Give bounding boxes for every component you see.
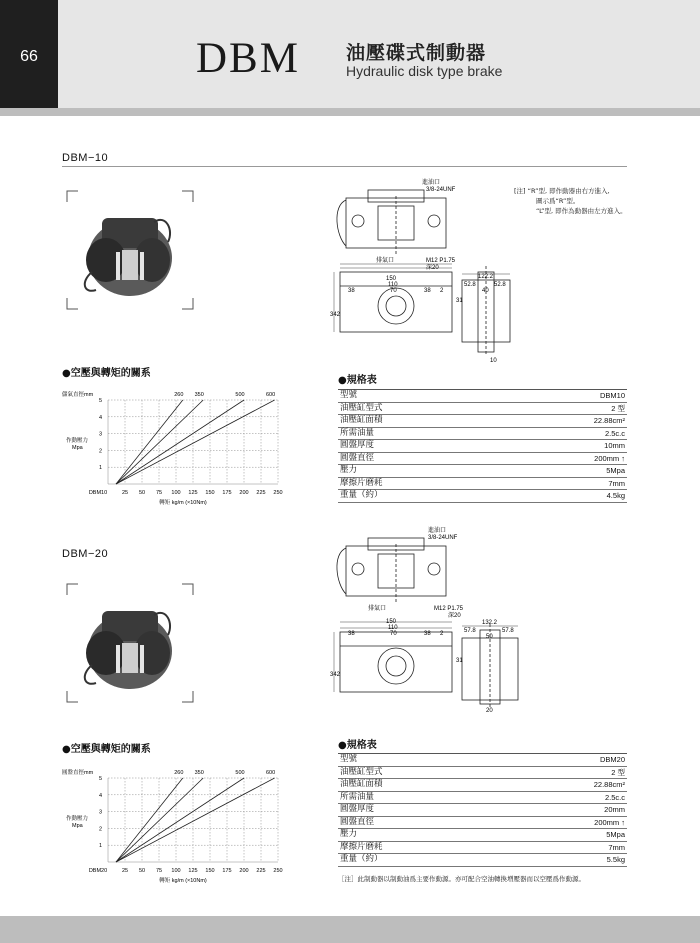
- disc-size-label: 350: [194, 392, 204, 398]
- dim-right-half: 52.8: [494, 282, 506, 288]
- disc-curve: [116, 400, 244, 484]
- x-tick-label: 75: [155, 490, 163, 496]
- dim-342: 342: [330, 312, 341, 318]
- pressure-torque-chart: [62, 760, 302, 894]
- disc-size-label: 500: [235, 392, 245, 398]
- spec-label: 圓盤直徑: [338, 452, 502, 465]
- spec-value: 4.5kg: [502, 490, 627, 503]
- spec-table: [338, 753, 627, 867]
- spec-label: 壓力: [338, 829, 502, 842]
- y-side-unit: Mpa: [72, 823, 83, 829]
- spec-label: 型號: [338, 390, 502, 403]
- spec-row: [338, 402, 627, 415]
- y-tick-label: 2: [98, 826, 102, 833]
- section-model-title: DBM−10: [62, 152, 109, 164]
- thread-label: 3/8-24UNF: [426, 187, 456, 193]
- spec-label: 型號: [338, 754, 502, 767]
- x-tick-label: 125: [188, 868, 198, 874]
- x-tick-label: 200: [239, 868, 249, 874]
- spec-value: 7mm: [502, 841, 627, 854]
- spec-row: [338, 490, 627, 503]
- spec-row: [338, 854, 627, 867]
- y-tick-label: 3: [98, 809, 102, 816]
- x-tick-label: 150: [205, 868, 215, 874]
- spec-row: [338, 804, 627, 817]
- spec-row: [338, 452, 627, 465]
- curve-section-title: ●空壓與轉矩的關系: [62, 368, 151, 379]
- spec-value: 200mm ↑: [502, 816, 627, 829]
- dim-31: 31: [456, 658, 463, 664]
- x-tick-label: 75: [155, 868, 163, 874]
- spec-label: 摩擦片磨耗: [338, 477, 502, 490]
- x-first-label: DBM20: [88, 868, 108, 874]
- spec-label: 重量（約）: [338, 490, 502, 503]
- disc-size-label: 350: [194, 770, 204, 776]
- spec-value: 10mm: [502, 440, 627, 453]
- disc-curve: [116, 778, 203, 862]
- y-tick-label: 5: [98, 398, 102, 404]
- disc-curve: [116, 778, 275, 862]
- spec-label: 圓盤厚度: [338, 440, 502, 453]
- title-english: Hydraulic disk type brake: [346, 63, 503, 79]
- dim-342: 342: [330, 672, 341, 678]
- spec-row: [338, 390, 627, 403]
- curve-section-title: ●空壓與轉矩的關系: [62, 744, 151, 755]
- disc-size-label: 600: [266, 770, 276, 776]
- dim-2: 2: [440, 288, 444, 294]
- spec-row: [338, 841, 627, 854]
- y-tick-label: 5: [98, 776, 102, 782]
- y-tick-label: 4: [98, 792, 102, 799]
- spec-value: 200mm ↑: [502, 452, 627, 465]
- spec-row: [338, 477, 627, 490]
- spec-label: 所需油量: [338, 427, 502, 440]
- dim-150: 150: [386, 619, 397, 625]
- x-tick-label: 100: [171, 490, 181, 496]
- dim-150: 150: [386, 276, 397, 282]
- x-tick-label: 225: [256, 490, 266, 496]
- y-tick-label: 1: [98, 843, 102, 850]
- x-tick-label: 250: [273, 490, 283, 496]
- spec-value: DBM10: [502, 390, 627, 403]
- brand-title: DBM: [196, 35, 300, 82]
- dim-width: 132.2: [482, 620, 498, 626]
- dim-31: 31: [456, 298, 463, 304]
- spec-label: 圓盤厚度: [338, 804, 502, 817]
- spec-row: [338, 415, 627, 428]
- spec-value: 5Mpa: [502, 465, 627, 478]
- y-side-label: 作動壓力: [66, 438, 89, 444]
- spec-row: [338, 465, 627, 478]
- dim-110: 110: [388, 625, 398, 631]
- product-photo: [66, 583, 194, 703]
- spec-value: 5.5kg: [502, 854, 627, 867]
- spec-value: 7mm: [502, 477, 627, 490]
- spec-row: [338, 440, 627, 453]
- spec-section-title: ●規格表: [338, 740, 377, 751]
- x-tick-label: 125: [188, 490, 198, 496]
- disc-curve: [116, 400, 275, 484]
- footer-note: ［注］此制動器以制動油爲主要作動源。亦可配合空油轉換増壓器而以空壓爲作動源。: [338, 875, 585, 883]
- x-tick-label: 225: [256, 868, 266, 874]
- x-first-label: DBM10: [88, 490, 108, 496]
- dim-2: 2: [440, 631, 444, 637]
- dim-core: 50: [486, 634, 493, 640]
- vent-label: 排氣口: [376, 258, 395, 264]
- dim-thickness: 10: [490, 358, 497, 364]
- spec-label: 圓盤直徑: [338, 816, 502, 829]
- disc-size-label: 500: [235, 770, 245, 776]
- y-tick-label: 2: [98, 448, 102, 455]
- y-axis-label: 儲氣直徑mm: [62, 392, 94, 398]
- spec-row: [338, 829, 627, 842]
- dim-38-left: 38: [348, 288, 355, 294]
- thread-label: 3/8-24UNF: [428, 535, 458, 541]
- vent-label: 排氣口: [368, 606, 387, 612]
- spec-row: [338, 754, 627, 767]
- x-tick-label: 50: [138, 868, 146, 874]
- y-tick-label: 1: [98, 465, 102, 472]
- product-photo: [66, 190, 194, 310]
- y-tick-label: 4: [98, 414, 102, 421]
- x-tick-label: 25: [121, 490, 129, 496]
- section-model-title: DBM−20: [62, 548, 109, 560]
- spec-row: [338, 816, 627, 829]
- spec-row: [338, 427, 627, 440]
- spec-value: 2 型: [502, 402, 627, 415]
- x-axis-label: 轉矩 kg/m (×10Nm): [159, 500, 207, 506]
- technical-drawing: [328, 524, 528, 714]
- x-tick-label: 50: [138, 490, 146, 496]
- bolt-label: M12 P1.75: [426, 258, 456, 264]
- disc-curve: [116, 778, 244, 862]
- spec-section-title: ●規格表: [338, 375, 377, 386]
- disc-size-label: 600: [266, 392, 276, 398]
- footer-band: [0, 916, 700, 943]
- spec-row: [338, 791, 627, 804]
- x-tick-label: 200: [239, 490, 249, 496]
- spec-value: 22.88cm²: [502, 779, 627, 792]
- dim-width: 122.2: [478, 274, 494, 280]
- spec-value: 20mm: [502, 804, 627, 817]
- spec-table: [338, 389, 627, 503]
- spec-label: 油壓缸面積: [338, 779, 502, 792]
- dim-left-half: 57.8: [464, 628, 476, 634]
- y-tick-label: 3: [98, 431, 102, 438]
- spec-label: 重量（約）: [338, 854, 502, 867]
- disc-curve: [116, 400, 203, 484]
- x-tick-label: 250: [273, 868, 283, 874]
- x-tick-label: 150: [205, 490, 215, 496]
- dim-38-left: 38: [348, 631, 355, 637]
- pressure-torque-chart: [62, 382, 292, 514]
- x-axis-label: 轉矩 kg/m (×10Nm): [159, 878, 207, 884]
- dim-70: 70: [390, 631, 397, 637]
- spec-label: 摩擦片磨耗: [338, 841, 502, 854]
- disc-size-label: 260: [174, 770, 184, 776]
- dim-38-right: 38: [424, 288, 431, 294]
- bolt-label: M12 P1.75: [434, 606, 464, 612]
- spec-row: [338, 779, 627, 792]
- technical-drawing: [328, 176, 518, 366]
- page-number: 66: [20, 48, 38, 65]
- dim-left-half: 52.8: [464, 282, 476, 288]
- dim-38-right: 38: [424, 631, 431, 637]
- spec-value: 2.5c.c: [502, 427, 627, 440]
- oil-port-label: 進油口: [422, 180, 441, 186]
- header-rule: [0, 108, 700, 116]
- disc-curve: [116, 778, 183, 862]
- spec-value: DBM20: [502, 754, 627, 767]
- title-chinese: 油壓碟式制動器: [346, 42, 487, 64]
- spec-value: 2 型: [502, 766, 627, 779]
- spec-label: 油壓缸面積: [338, 415, 502, 428]
- y-axis-label: 圓盤直徑mm: [62, 770, 94, 776]
- spec-row: [338, 766, 627, 779]
- dim-core: 40: [482, 288, 489, 294]
- depth-label: 深20: [426, 265, 439, 271]
- x-tick-label: 25: [121, 868, 129, 874]
- x-tick-label: 175: [222, 868, 232, 874]
- disc-size-label: 260: [174, 392, 184, 398]
- spec-value: 2.5c.c: [502, 791, 627, 804]
- spec-label: 油壓缸型式: [338, 402, 502, 415]
- dim-right-half: 57.8: [502, 628, 514, 634]
- spec-label: 壓力: [338, 465, 502, 478]
- spec-label: 所需油量: [338, 791, 502, 804]
- spec-label: 油壓缸型式: [338, 766, 502, 779]
- disc-curve: [116, 400, 183, 484]
- depth-label: 深20: [448, 613, 461, 619]
- section-divider: [62, 166, 627, 167]
- dim-thickness: 20: [486, 708, 493, 714]
- dim-110: 110: [388, 282, 398, 288]
- x-tick-label: 100: [171, 868, 181, 874]
- drawing-note: [注] “R”型, 即作動器由右方進入, 圖示爲“R”型。 “L”型, 即作為動器由左方進入。: [514, 187, 627, 215]
- x-tick-label: 175: [222, 490, 232, 496]
- y-side-label: 作動壓力: [66, 816, 89, 822]
- spec-value: 22.88cm²: [502, 415, 627, 428]
- y-side-unit: Mpa: [72, 445, 83, 451]
- dim-70: 70: [390, 288, 397, 294]
- spec-value: 5Mpa: [502, 829, 627, 842]
- oil-port-label: 進油口: [428, 528, 447, 534]
